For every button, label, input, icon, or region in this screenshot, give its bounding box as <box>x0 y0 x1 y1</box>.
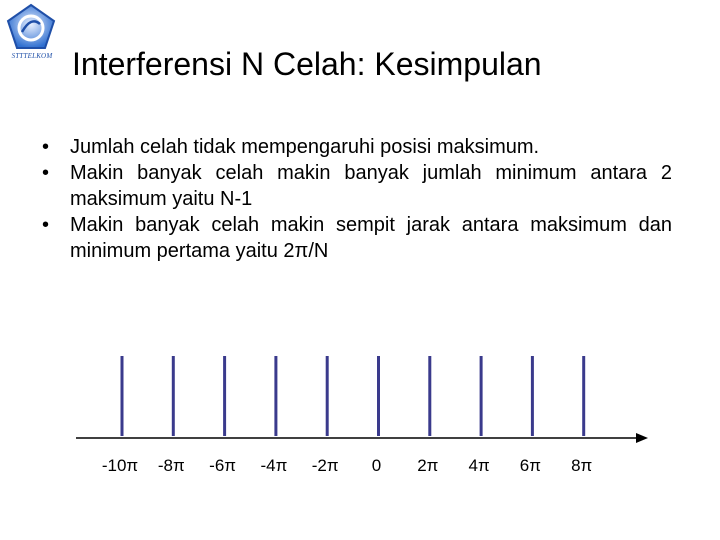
tick-label: 6π <box>519 456 541 475</box>
tick-label: 8π <box>571 456 593 475</box>
logo-text: STTTELKOM <box>11 52 53 60</box>
tick-label: -4π <box>260 456 288 475</box>
bullet-dot-icon: • <box>42 214 50 236</box>
x-axis-arrow-icon <box>636 433 648 443</box>
tick-label: 0 <box>371 456 382 475</box>
tick-label: 2π <box>417 456 439 475</box>
page-title: Interferensi N Celah: Kesimpulan <box>72 46 542 82</box>
bullet-dot-icon: • <box>42 162 50 184</box>
bullet-dot-icon: • <box>42 136 50 158</box>
bullet-item <box>42 212 672 264</box>
tick-label: 4π <box>468 456 490 475</box>
bullet-item <box>42 160 672 212</box>
tick-label: -6π <box>209 456 237 475</box>
bullet-list <box>42 134 672 264</box>
tick-label: -8π <box>157 456 185 475</box>
tick-label: -10π <box>101 456 139 475</box>
bullet-item <box>42 134 672 160</box>
tick-label: -2π <box>311 456 339 475</box>
bullet-text: Makin banyak celah makin sempit jarak antara maksimum dan minimum pertama yaitu 2π/N <box>70 214 672 262</box>
sttelkom-logo <box>4 2 58 68</box>
bullet-text: Makin banyak celah makin banyak jumlah minimum antara 2 maksimum yaitu N-1 <box>70 162 672 210</box>
bullet-text: Jumlah celah tidak mempengaruhi posisi maksimum. <box>70 136 540 158</box>
logo-emblem-icon <box>4 2 58 54</box>
maxima-diagram <box>0 340 720 500</box>
